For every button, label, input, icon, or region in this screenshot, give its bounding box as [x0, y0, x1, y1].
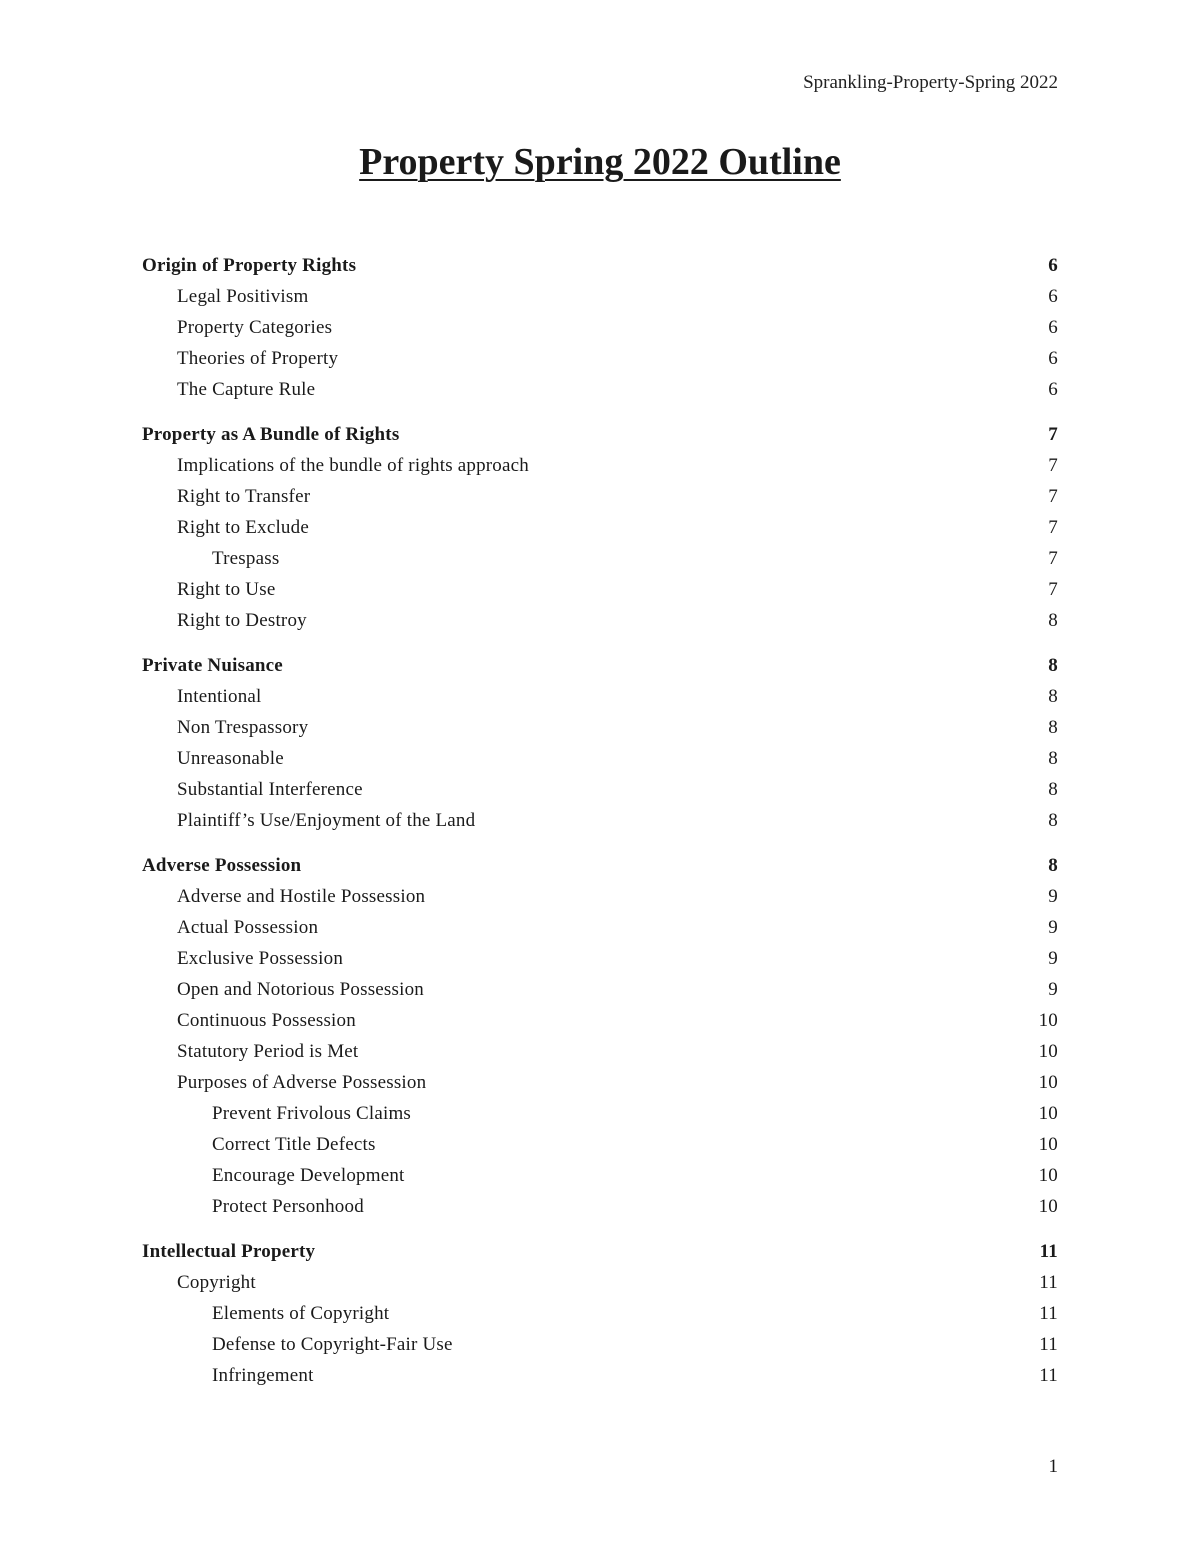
toc-entry-label: Unreasonable — [177, 748, 284, 769]
toc-entry-label: Private Nuisance — [142, 655, 283, 676]
toc-entry[interactable] — [142, 774, 1058, 805]
toc-entry[interactable] — [142, 1160, 1058, 1191]
toc-entry-label: Defense to Copyright-Fair Use — [212, 1334, 453, 1355]
toc-entry[interactable] — [142, 281, 1058, 312]
toc-entry-label: Origin of Property Rights — [142, 255, 357, 276]
toc-entry-page: 6 — [1048, 317, 1058, 338]
toc-entry[interactable] — [142, 743, 1058, 774]
toc-entry[interactable] — [142, 450, 1058, 481]
running-header: Sprankling-Property-Spring 2022 — [803, 72, 1058, 93]
toc-entry-label: Theories of Property — [177, 348, 339, 369]
toc-entry-page: 6 — [1048, 379, 1058, 400]
toc-entry-label: Statutory Period is Met — [177, 1041, 359, 1062]
toc-entry-page: 8 — [1048, 810, 1058, 831]
toc-entry-label: Property Categories — [177, 317, 333, 338]
toc-entry-page: 10 — [1038, 1165, 1058, 1186]
toc-entry-page: 11 — [1039, 1241, 1058, 1262]
toc-entry-page: 9 — [1048, 948, 1058, 969]
toc-entry[interactable] — [142, 805, 1058, 836]
toc-entry-label: Protect Personhood — [212, 1196, 364, 1217]
toc-entry[interactable] — [142, 650, 1058, 681]
toc-entry-label: Legal Positivism — [177, 286, 309, 307]
toc-entry-page: 10 — [1038, 1041, 1058, 1062]
toc-entry[interactable] — [142, 543, 1058, 574]
toc-entry-page: 6 — [1048, 255, 1058, 276]
toc-entry-label: Adverse and Hostile Possession — [177, 886, 426, 907]
toc-entry-page: 10 — [1038, 1072, 1058, 1093]
toc-entry-page: 11 — [1039, 1272, 1058, 1293]
toc-entry-page: 7 — [1048, 517, 1058, 538]
page-number: 1 — [1048, 1456, 1058, 1477]
toc-entry-page: 6 — [1048, 348, 1058, 369]
toc-entry[interactable] — [142, 974, 1058, 1005]
toc-entry-page: 8 — [1048, 686, 1058, 707]
toc-entry-label: Actual Possession — [177, 917, 319, 938]
toc-entry[interactable] — [142, 1005, 1058, 1036]
toc-entry-label: Elements of Copyright — [212, 1303, 390, 1324]
toc-entry-page: 7 — [1048, 424, 1058, 445]
toc-entry-page: 8 — [1048, 610, 1058, 631]
table-of-contents — [142, 250, 1058, 1391]
toc-entry-page: 11 — [1039, 1334, 1058, 1355]
toc-entry[interactable] — [142, 1298, 1058, 1329]
toc-entry-label: Prevent Frivolous Claims — [212, 1103, 412, 1124]
toc-entry[interactable] — [142, 512, 1058, 543]
toc-entry-page: 8 — [1048, 779, 1058, 800]
toc-entry-page: 7 — [1048, 486, 1058, 507]
toc-entry[interactable] — [142, 681, 1058, 712]
toc-entry[interactable] — [142, 1360, 1058, 1391]
toc-entry-label: Continuous Possession — [177, 1010, 356, 1031]
toc-entry-label: Right to Exclude — [177, 517, 309, 538]
toc-entry-label: Property as A Bundle of Rights — [142, 424, 400, 445]
toc-entry-label: Intentional — [177, 686, 262, 707]
toc-entry[interactable] — [142, 605, 1058, 636]
toc-entry-label: Adverse Possession — [142, 855, 302, 876]
toc-entry[interactable] — [142, 1236, 1058, 1267]
toc-entry[interactable] — [142, 343, 1058, 374]
toc-entry-page: 11 — [1039, 1365, 1058, 1386]
toc-entry-label: Non Trespassory — [177, 717, 309, 738]
toc-entry-label: Exclusive Possession — [177, 948, 344, 969]
toc-entry[interactable] — [142, 481, 1058, 512]
toc-entry[interactable] — [142, 712, 1058, 743]
toc-entry-page: 10 — [1038, 1134, 1058, 1155]
toc-entry-page: 10 — [1038, 1196, 1058, 1217]
toc-entry-label: Right to Destroy — [177, 610, 307, 631]
toc-entry[interactable] — [142, 574, 1058, 605]
toc-entry-page: 11 — [1039, 1303, 1058, 1324]
toc-entry[interactable] — [142, 850, 1058, 881]
toc-entry[interactable] — [142, 419, 1058, 450]
toc-entry-label: Right to Transfer — [177, 486, 311, 507]
toc-entry[interactable] — [142, 1329, 1058, 1360]
toc-entry-label: Right to Use — [177, 579, 276, 600]
toc-entry[interactable] — [142, 312, 1058, 343]
toc-entry-label: Infringement — [212, 1365, 314, 1386]
toc-entry-page: 6 — [1048, 286, 1058, 307]
document-title: Property Spring 2022 Outline — [359, 141, 841, 183]
toc-entry-page: 9 — [1048, 917, 1058, 938]
toc-entry-page: 7 — [1048, 548, 1058, 569]
toc-entry-label: Copyright — [177, 1272, 256, 1293]
toc-entry-label: Trespass — [212, 548, 280, 569]
toc-entry-page: 8 — [1048, 855, 1058, 876]
toc-entry[interactable] — [142, 1098, 1058, 1129]
toc-entry-label: The Capture Rule — [177, 379, 316, 400]
toc-entry-label: Intellectual Property — [142, 1241, 316, 1262]
toc-entry[interactable] — [142, 1067, 1058, 1098]
toc-entry-page: 8 — [1048, 717, 1058, 738]
toc-entry[interactable] — [142, 374, 1058, 405]
toc-entry-label: Purposes of Adverse Possession — [177, 1072, 427, 1093]
toc-entry-label: Plaintiff’s Use/Enjoyment of the Land — [177, 810, 476, 831]
toc-entry-page: 7 — [1048, 579, 1058, 600]
toc-entry-page: 7 — [1048, 455, 1058, 476]
toc-entry-label: Substantial Interference — [177, 779, 363, 800]
toc-entry[interactable] — [142, 250, 1058, 281]
toc-entry[interactable] — [142, 943, 1058, 974]
toc-entry[interactable] — [142, 881, 1058, 912]
toc-entry-page: 10 — [1038, 1010, 1058, 1031]
toc-entry[interactable] — [142, 1129, 1058, 1160]
toc-entry-page: 9 — [1048, 979, 1058, 1000]
toc-entry[interactable] — [142, 912, 1058, 943]
toc-entry[interactable] — [142, 1036, 1058, 1067]
toc-entry-label: Open and Notorious Possession — [177, 979, 424, 1000]
toc-entry-page: 8 — [1048, 748, 1058, 769]
toc-entry-page: 10 — [1038, 1103, 1058, 1124]
toc-entry-page: 9 — [1048, 886, 1058, 907]
toc-entry[interactable] — [142, 1267, 1058, 1298]
toc-entry-label: Encourage Development — [212, 1165, 405, 1186]
toc-entry-label: Implications of the bundle of rights approach — [177, 455, 529, 476]
toc-entry-label: Correct Title Defects — [212, 1134, 376, 1155]
toc-entry[interactable] — [142, 1191, 1058, 1222]
toc-entry-page: 8 — [1048, 655, 1058, 676]
